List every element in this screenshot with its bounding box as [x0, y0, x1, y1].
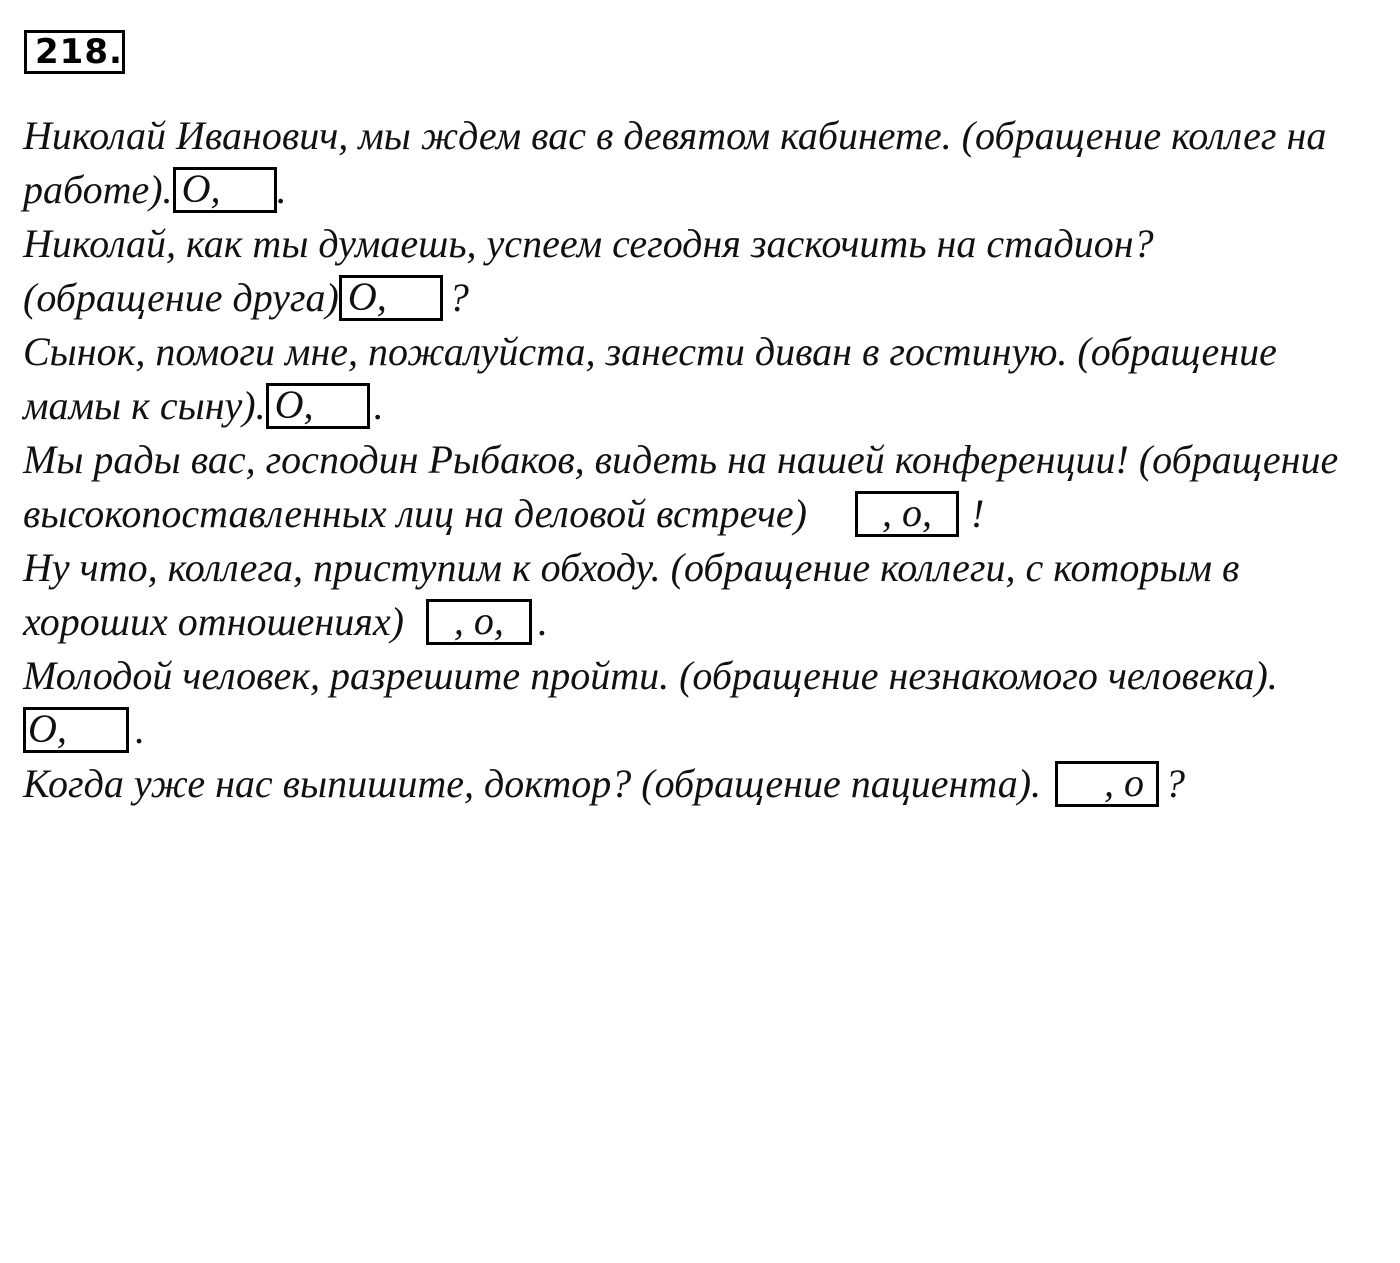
answer-scheme-box: , о, [426, 599, 532, 645]
text-line-1 [23, 113, 1326, 159]
sentence-text: высокопоставленных лиц на деловой встрече) [23, 491, 808, 536]
answer-scheme-box: О, [23, 707, 129, 753]
text-line-10 [23, 599, 548, 645]
trailing-punctuation: . [373, 383, 384, 428]
text-line-6 [23, 383, 384, 429]
text-line-8 [23, 491, 984, 537]
answer-scheme-box: , о [1055, 761, 1159, 807]
text-line-5 [23, 329, 1277, 375]
sentence-text: хороших отношениях) [23, 599, 404, 644]
text-line-2 [23, 167, 287, 213]
sentence-text: Мы рады вас, господин Рыбаков, видеть на нашей конференции! (обращение [23, 437, 1339, 482]
trailing-punctuation: . [135, 707, 145, 752]
sentence-text: (обращение друга) [23, 275, 339, 320]
sentence-text: Николай, как ты думаешь, успеем сегодня заскочить на стадион? [23, 221, 1154, 266]
text-line-11 [23, 653, 1278, 699]
text-line-3 [23, 221, 1154, 267]
sentence-text: Николай Иванович, мы ждем вас в девятом кабинете. (обращение коллег на [23, 113, 1327, 158]
answer-scheme-box: О, [173, 167, 277, 213]
trailing-punctuation: . [276, 167, 287, 212]
trailing-punctuation: ? [448, 275, 469, 320]
text-line-13 [23, 761, 1185, 807]
trailing-punctuation: ! [971, 491, 985, 536]
sentence-text: Молодой человек, разрешите пройти. (обращение незнакомого человека). [23, 653, 1278, 698]
sentence-text: работе). [23, 167, 173, 212]
answer-scheme-box: , о, [855, 491, 959, 537]
sentence-text: мамы к сыну). [23, 383, 266, 428]
text-line-4 [23, 275, 469, 321]
answer-scheme-box: О, [266, 383, 370, 429]
sentence-text: Когда уже нас выпишите, доктор? (обращение пациента). [23, 761, 1042, 806]
sentence-text: Ну что, коллега, приступим к обходу. (обращение коллеги, с которым в [23, 545, 1240, 590]
sentence-text: Сынок, помоги мне, пожалуйста, занести диван в гостиную. (обращение [23, 329, 1277, 374]
text-line-9 [23, 545, 1239, 591]
trailing-punctuation: . [537, 599, 548, 644]
answer-scheme-box: О, [339, 275, 443, 321]
text-line-12 [23, 707, 145, 753]
trailing-punctuation: ? [1165, 761, 1186, 806]
exercise-number: 218. [35, 32, 123, 72]
text-line-7 [23, 437, 1338, 483]
